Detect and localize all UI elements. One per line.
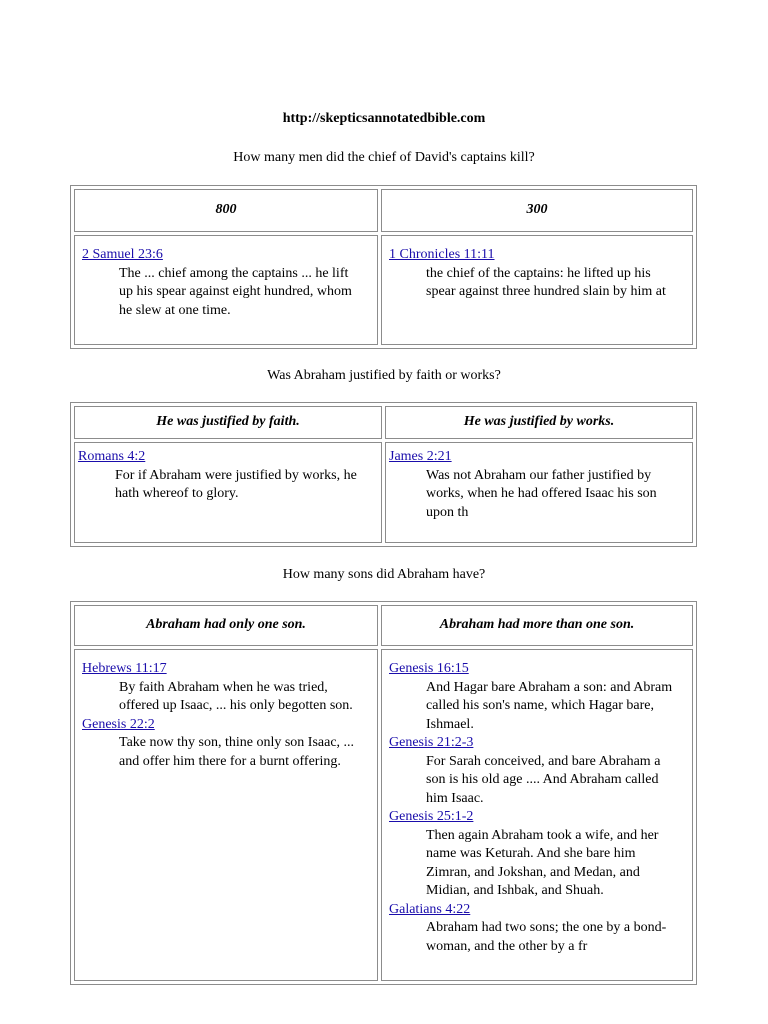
verse-link[interactable]: 1 Chronicles 11:11: [389, 247, 495, 262]
contradiction-table-3: [70, 601, 697, 985]
column-header: 300: [381, 189, 693, 232]
question-1: How many men did the chief of David's captains kill?: [233, 150, 535, 165]
column-body: [74, 235, 378, 345]
column-body: [74, 442, 382, 543]
verse-quote: Take now thy son, thine only son Isaac, ... and offer him there for a burnt offering.: [119, 735, 355, 769]
site-url[interactable]: http://skepticsannotatedbible.com: [282, 111, 486, 126]
question-3: How many sons did Abraham have?: [282, 567, 486, 582]
verse-quote: Abraham had two sons; the one by a bond-woman, and the other by a fr: [426, 920, 667, 954]
verse-quote: Was not Abraham our father justified by works, when he had offered Isaac his son upon th: [426, 467, 657, 520]
question-2: Was Abraham justified by faith or works?: [267, 368, 501, 383]
verse-link[interactable]: Genesis 22:2: [82, 716, 155, 732]
column-header: He was justified by works.: [385, 406, 693, 439]
column-header: Abraham had more than one son.: [381, 605, 693, 646]
verse-link[interactable]: Genesis 25:1-2: [389, 809, 474, 824]
verse-quote: And Hagar bare Abraham a son: and Abram called his son's name, which Hagar bare, Ishmael.: [426, 679, 673, 732]
column-body: [381, 649, 693, 981]
column-header: He was justified by faith.: [74, 406, 382, 439]
verse-link[interactable]: Genesis 21:2-3: [389, 735, 474, 750]
column-body: [381, 235, 693, 345]
verse-quote: the chief of the captains: he lifted up his spear against three hundred slain by him at: [426, 265, 666, 299]
verse-quote: By faith Abraham when he was tried, offered up Isaac, ... his only begotten son.: [119, 679, 353, 713]
verse-link[interactable]: Genesis 16:15: [389, 661, 469, 676]
column-body: [385, 442, 693, 543]
contradiction-table-2: [70, 402, 697, 547]
verse-quote: The ... chief among the captains ... he lift up his spear against eight hundred, whom he slew at one time.: [119, 265, 352, 318]
verse-link[interactable]: James 2:21: [389, 449, 452, 464]
verse-quote: Then again Abraham took a wife, and her name was Keturah. And she bare him Zimran, and Jokshan, and Medan, and Midian, and Ishbak, and Shuah.: [426, 827, 659, 898]
verse-quote: For if Abraham were justified by works, he hath whereof to glory.: [115, 467, 357, 501]
verse-link[interactable]: Hebrews 11:17: [82, 661, 167, 676]
verse-quote: For Sarah conceived, and bare Abraham a son is his old age .... And Abraham called him Isaac.: [426, 753, 661, 806]
verse-link[interactable]: 2 Samuel 23:6: [82, 247, 163, 262]
column-header: Abraham had only one son.: [74, 605, 378, 646]
verse-link[interactable]: Galatians 4:22: [389, 901, 471, 917]
column-body: [74, 649, 378, 981]
verse-link[interactable]: Romans 4:2: [78, 449, 146, 464]
contradiction-table-1: [70, 185, 697, 349]
column-header: 800: [74, 189, 378, 232]
